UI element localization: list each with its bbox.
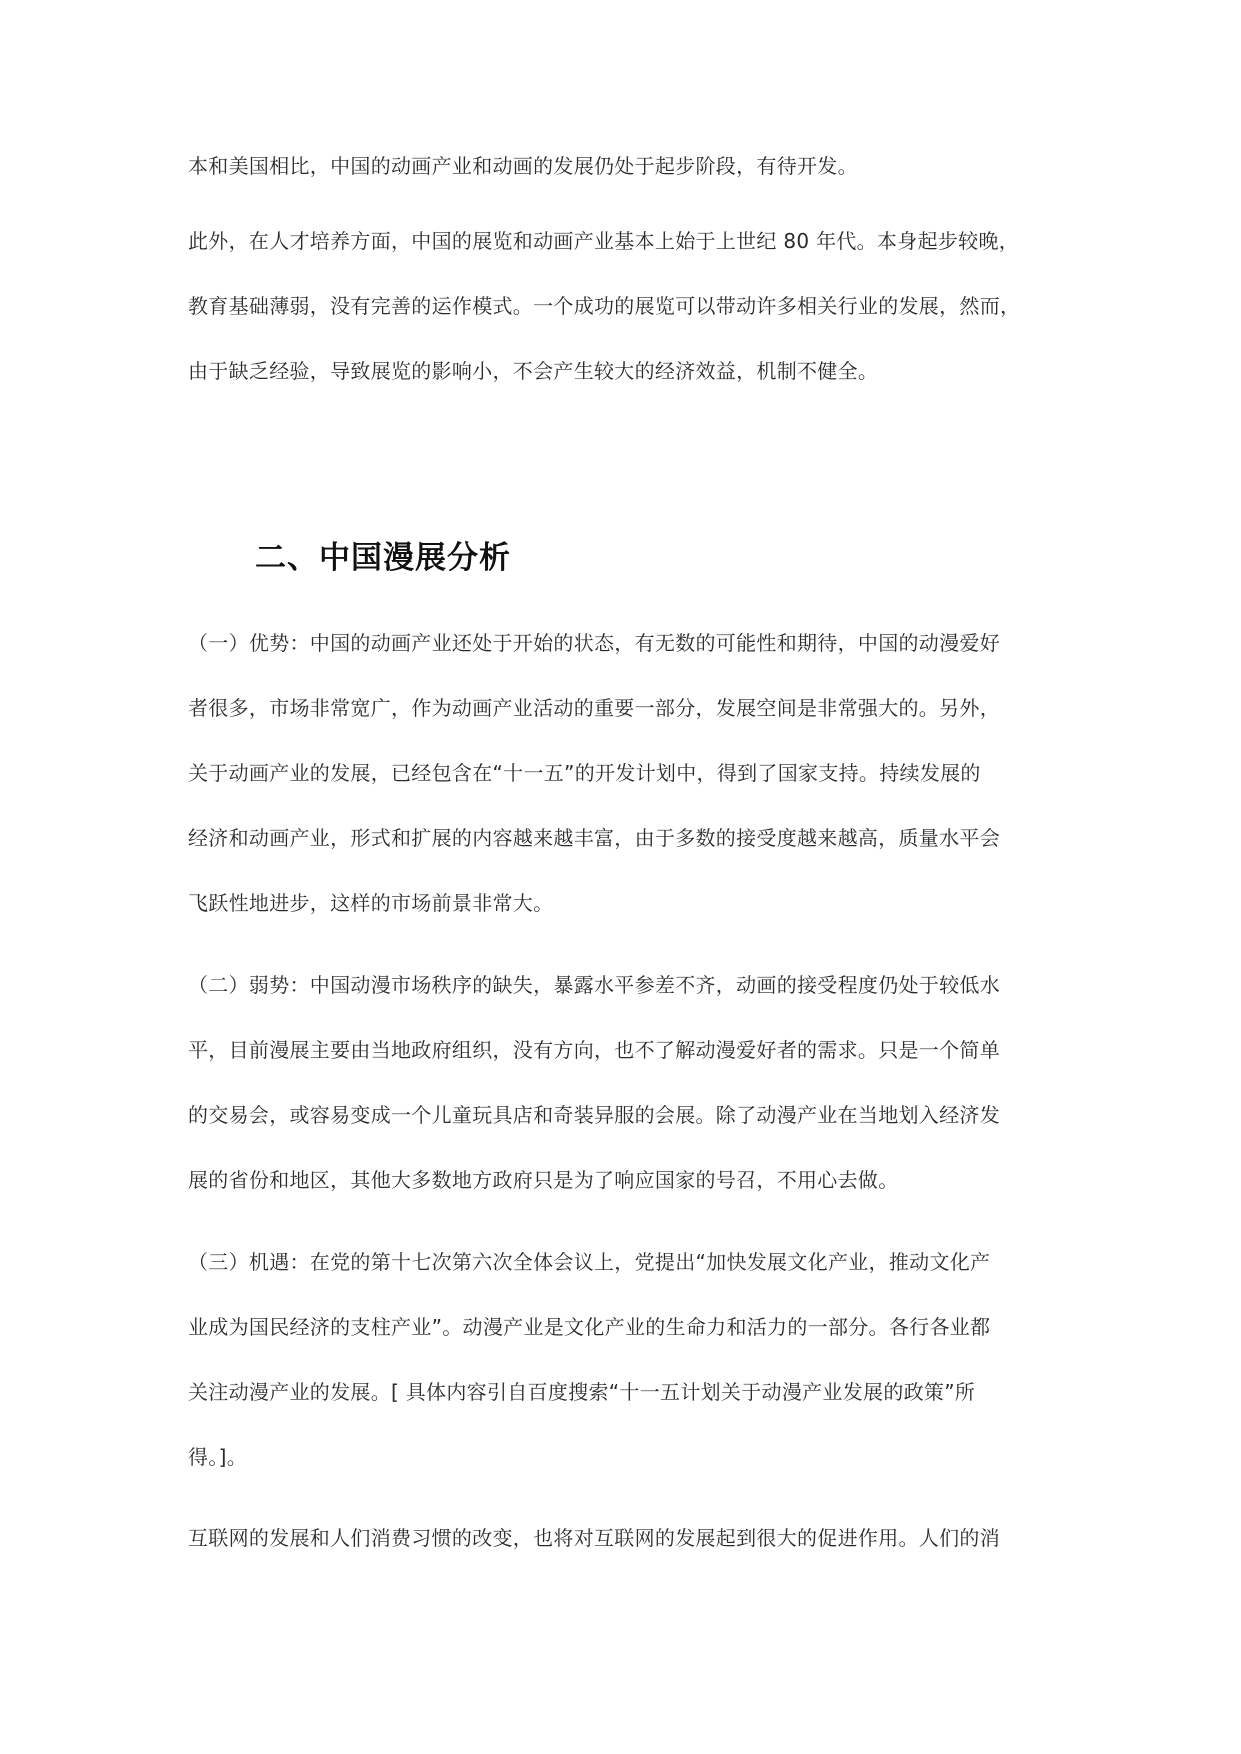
paragraph-line: 由于缺乏经验，导致展览的影响小，不会产生较大的经济效益，机制不健全。 xyxy=(188,359,879,383)
paragraph-line: 者很多，市场非常宽广，作为动画产业活动的重要一部分，发展空间是非常强大的。另外， xyxy=(188,696,1000,720)
paragraph-line: （一）优势：中国的动画产业还处于开始的状态，有无数的可能性和期待，中国的动漫爱好 xyxy=(188,631,1000,655)
paragraph-line: 飞跃性地进步，这样的市场前景非常大。 xyxy=(188,891,554,915)
paragraph-line: 平，目前漫展主要由当地政府组织，没有方向，也不了解动漫爱好者的需求。只是一个简单 xyxy=(188,1038,1000,1062)
paragraph-line: 展的省份和地区，其他大多数地方政府只是为了响应国家的号召，不用心去做。 xyxy=(188,1168,899,1192)
opportunities-paragraph xyxy=(188,1230,1078,1490)
paragraph-line: （三）机遇：在党的第十七次第六次全体会议上，党提出“加快发展文化产业，推动文化产 xyxy=(188,1250,991,1274)
internet-paragraph xyxy=(188,1506,1078,1571)
paragraph-line: 教育基础薄弱，没有完善的运作模式。一个成功的展览可以带动许多相关行业的发展，然而， xyxy=(188,294,1021,318)
paragraph-line: 关注动漫产业的发展。[ 具体内容引自百度搜索“十一五计划关于动漫产业发展的政策”所 xyxy=(188,1380,976,1404)
intro-paragraph xyxy=(188,134,1078,199)
paragraph-line: 业成为国民经济的支柱产业”。动漫产业是文化产业的生命力和活力的一部分。各行各业都 xyxy=(188,1315,991,1339)
paragraph-line: 互联网的发展和人们消费习惯的改变，也将对互联网的发展起到很大的促进作用。人们的消 xyxy=(188,1526,1000,1550)
paragraph-line: 经济和动画产业，形式和扩展的内容越来越丰富，由于多数的接受度越来越高，质量水平会 xyxy=(188,826,1000,850)
paragraph-line: 关于动画产业的发展，已经包含在“十一五”的开发计划中，得到了国家支持。持续发展的 xyxy=(188,761,981,785)
weaknesses-paragraph xyxy=(188,953,1078,1213)
paragraph-line: （二）弱势：中国动漫市场秩序的缺失，暴露水平参差不齐，动画的接受程度仍处于较低水 xyxy=(188,973,1000,997)
paragraph-line: 的交易会，或容易变成一个儿童玩具店和奇装异服的会展。除了动漫产业在当地划入经济发 xyxy=(188,1103,1000,1127)
strengths-paragraph xyxy=(188,611,1078,936)
paragraph-line: 此外，在人才培养方面，中国的展览和动画产业基本上始于上世纪 80 年代。本身起步较晚， xyxy=(188,229,1020,253)
paragraph-line: 得。]。 xyxy=(188,1445,248,1469)
talent-paragraph xyxy=(188,209,1078,404)
paragraph-line: 本和美国相比，中国的动画产业和动画的发展仍处于起步阶段，有待开发。 xyxy=(188,154,858,178)
section-heading: 二、中国漫展分析 xyxy=(255,540,511,576)
